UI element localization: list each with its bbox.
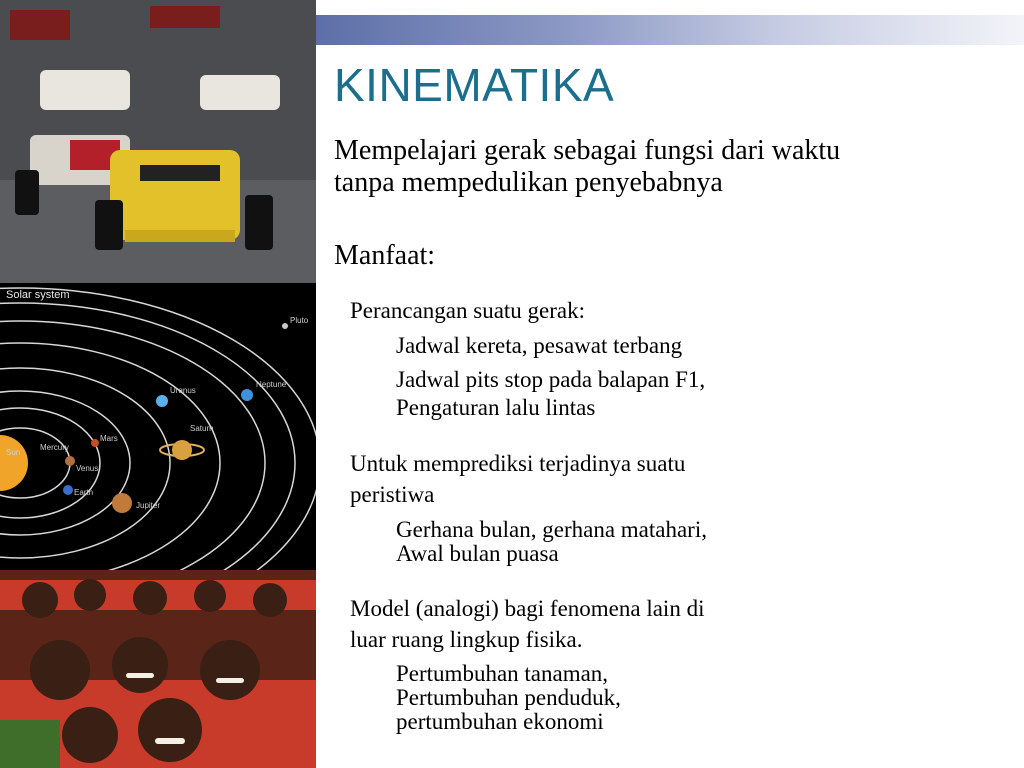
title-accent-bar	[316, 15, 1024, 45]
section-heading: Perancangan suatu gerak:	[350, 298, 586, 323]
list-item: Jadwal kereta, pesawat terbang	[396, 333, 683, 358]
slide-body	[334, 135, 1014, 734]
mars-icon	[91, 439, 99, 447]
svg-text:Mercury: Mercury	[40, 443, 69, 452]
list-item: Pengaturan lalu lintas	[396, 395, 596, 420]
list-item: Pertumbuhan penduduk,	[396, 685, 621, 710]
svg-text:Uranus: Uranus	[170, 386, 196, 395]
solar-system-caption: Solar system	[6, 289, 70, 301]
uranus-icon	[156, 395, 168, 407]
section-heading: Untuk memprediksi terjadinya suatu	[350, 451, 686, 476]
svg-text:Mars: Mars	[100, 434, 118, 443]
manfaat-heading: Manfaat:	[334, 240, 436, 271]
svg-text:Pluto: Pluto	[290, 316, 309, 325]
svg-text:Earth: Earth	[74, 488, 94, 497]
svg-text:Neptune: Neptune	[256, 380, 287, 389]
jupiter-icon	[112, 493, 132, 513]
children-image	[0, 570, 316, 768]
list-item: Jadwal pits stop pada balapan F1,	[396, 367, 706, 392]
definition-line-1: Mempelajari gerak sebagai fungsi dari waktu	[334, 135, 841, 166]
racing-image	[0, 0, 316, 283]
list-item: Gerhana bulan, gerhana matahari,	[396, 517, 707, 542]
section-heading: peristiwa	[350, 482, 435, 507]
solar-system-image	[0, 283, 316, 570]
svg-text:Jupiter: Jupiter	[136, 501, 161, 510]
slide-title: KINEMATIKA	[334, 59, 615, 111]
list-item: Pertumbuhan tanaman,	[396, 661, 609, 686]
list-item: Awal bulan puasa	[396, 541, 559, 566]
list-item: pertumbuhan ekonomi	[396, 709, 604, 734]
svg-text:Sun: Sun	[6, 448, 21, 457]
neptune-icon	[241, 389, 253, 401]
section-heading: Model (analogi) bagi fenomena lain di	[350, 596, 705, 621]
pluto-icon	[282, 323, 288, 329]
svg-text:Saturn: Saturn	[190, 424, 214, 433]
image-column	[0, 0, 316, 768]
svg-text:Venus: Venus	[76, 464, 99, 473]
section-heading: luar ruang lingkup fisika.	[350, 627, 583, 652]
earth-icon	[63, 485, 73, 495]
venus-icon	[65, 456, 75, 466]
definition-line-2: tanpa mempedulikan penyebabnya	[334, 167, 723, 198]
